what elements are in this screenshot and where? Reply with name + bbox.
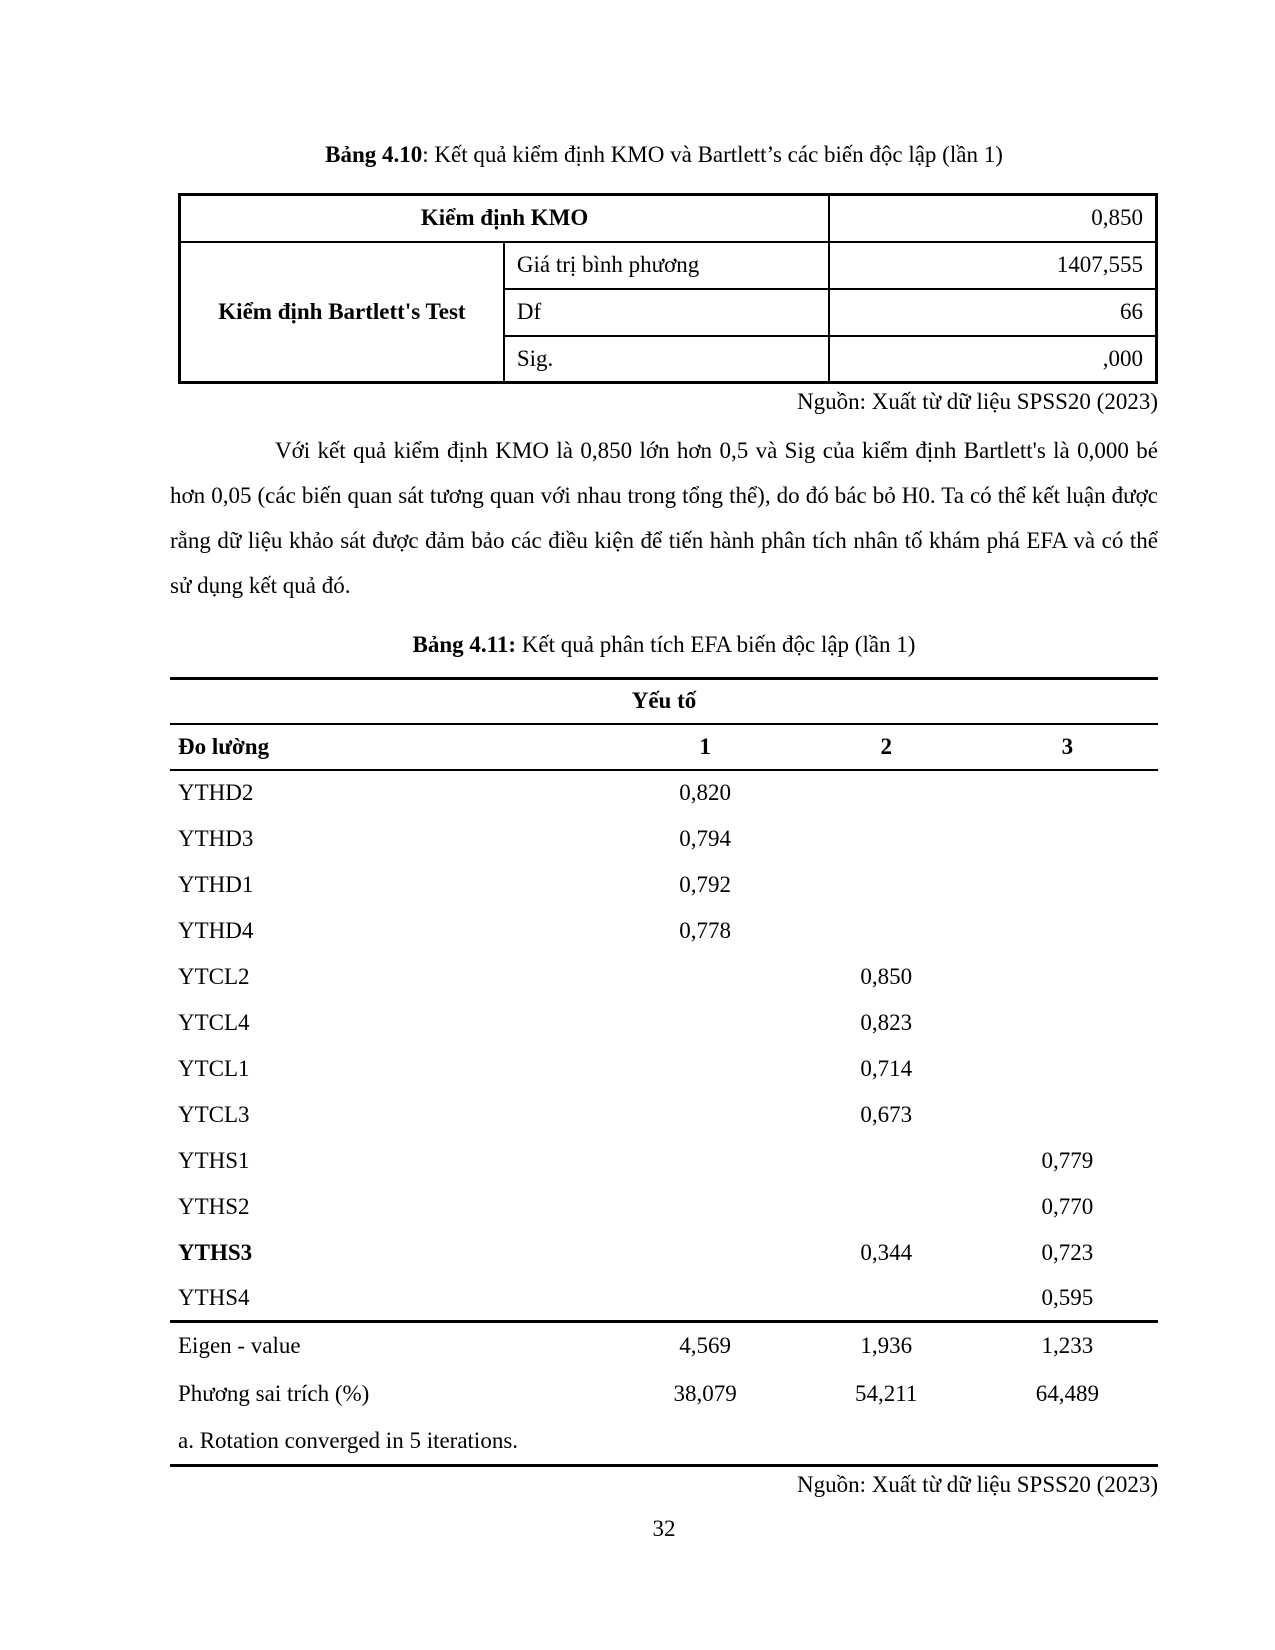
efa-loading-row [170, 908, 1158, 954]
efa-summary-row [170, 1322, 1158, 1370]
efa-factor3-value: 0,595 [1041, 1284, 1094, 1310]
page-number: 32 [652, 1516, 676, 1541]
efa-factor2-value: 0,850 [860, 963, 913, 989]
table-4-11-caption-text: Kết quả phân tích EFA biến độc lập (lần 1) [516, 632, 916, 657]
efa-row-label: YTHS1 [178, 1147, 250, 1173]
efa-loading-row [170, 1276, 1158, 1322]
kmo-row [180, 195, 1157, 242]
efa-factor3-value [977, 816, 1158, 862]
efa-factor3-value [977, 770, 1158, 816]
bartlett-chi-square-label: Giá trị bình phương [504, 242, 829, 289]
efa-factor1-value [615, 1046, 796, 1092]
efa-factor1-value: 0,820 [679, 780, 732, 805]
efa-factor1-value [615, 1138, 796, 1184]
efa-factor3-value [977, 1046, 1158, 1092]
efa-factor2-value: 1,936 [796, 1322, 977, 1370]
efa-row-label: YTCL3 [178, 1101, 250, 1127]
source-note-table-4-10: Nguồn: Xuất từ dữ liệu SPSS20 (2023) [796, 389, 1158, 414]
efa-factor3-value [977, 1000, 1158, 1046]
efa-factor2-value [796, 770, 977, 816]
body-paragraph: Với kết quả kiểm định KMO là 0,850 lớn hơn 0,5 và Sig của kiểm định Bartlett's là 0,000 bé hơn 0,05 (các biến quan sát tương quan với nhau trong tổng thể), do đó bác bỏ H0. Ta có thể kết luận được rằng dữ liệu khảo sát được đảm bảo các điều kiện để tiến hành phân tích nhân tố khám phá EFA và có thể sử dụng kết quả đó. [170, 438, 1158, 598]
efa-factor2-value: 0,673 [860, 1101, 913, 1127]
efa-summary-row [170, 1370, 1158, 1418]
bartlett-chi-square-row [180, 242, 1157, 289]
efa-factor3-value: 0,723 [1041, 1239, 1094, 1265]
efa-row-label: Phương sai trích (%) [178, 1380, 370, 1406]
efa-loading-row [170, 1046, 1158, 1092]
bartlett-df-label: Df [504, 289, 829, 336]
efa-col-header-factor-2: 2 [796, 724, 977, 770]
efa-group-header-row [170, 679, 1158, 724]
efa-row-label: YTCL2 [178, 963, 250, 989]
efa-col-header-factor-3: 3 [977, 724, 1158, 770]
efa-factor3-value [977, 862, 1158, 908]
efa-factor2-value [796, 1138, 977, 1184]
efa-row-label: Eigen - value [170, 1322, 615, 1370]
efa-loading-row [170, 862, 1158, 908]
efa-row-label: YTHD2 [178, 780, 254, 805]
efa-loading-row [170, 1000, 1158, 1046]
efa-row-label: YTHD4 [178, 917, 254, 943]
efa-row-label: YTHD1 [178, 871, 254, 897]
efa-footnote: a. Rotation converged in 5 iterations. [178, 1427, 519, 1453]
efa-factor2-value [796, 862, 977, 908]
efa-factor3-value [977, 954, 1158, 1000]
efa-factor1-value [615, 1230, 796, 1276]
efa-col-header-measure: Đo lường [170, 724, 615, 770]
efa-factor1-value: 0,794 [679, 825, 732, 851]
efa-row-label: YTHD3 [178, 825, 254, 851]
efa-row-label: YTHS3 [178, 1239, 253, 1265]
efa-col-header-factor-1: 1 [615, 724, 796, 770]
efa-loading-row [170, 1184, 1158, 1230]
efa-factor2-value: 54,211 [855, 1380, 918, 1406]
efa-loading-row [170, 1092, 1158, 1138]
efa-factor1-value [615, 1276, 796, 1322]
source-note-table-4-11: Nguồn: Xuất từ dữ liệu SPSS20 (2023) [796, 1472, 1158, 1497]
efa-loading-row [170, 770, 1158, 816]
efa-factor2-value: 0,344 [860, 1239, 913, 1265]
table-4-10-caption-text: : Kết quả kiểm định KMO và Bartlett’s các biến độc lập (lần 1) [422, 142, 1003, 167]
bartlett-chi-square-value: 1407,555 [829, 242, 1156, 289]
kmo-test-label: Kiểm định KMO [180, 195, 830, 242]
kmo-bartlett-table [178, 193, 1158, 384]
bartlett-df-value: 66 [829, 289, 1156, 336]
efa-factor1-value [615, 1000, 796, 1046]
efa-factor2-value: 0,823 [860, 1009, 913, 1035]
efa-factor1-value: 0,778 [679, 917, 732, 943]
efa-loading-row [170, 1138, 1158, 1184]
efa-table [170, 677, 1158, 1467]
efa-factor1-value: 38,079 [673, 1380, 737, 1406]
efa-factor2-value [796, 1276, 977, 1322]
kmo-test-value: 0,850 [829, 195, 1156, 242]
efa-factor3-value [977, 908, 1158, 954]
efa-group-header: Yếu tố [170, 679, 1158, 724]
efa-factor2-value [796, 816, 977, 862]
efa-column-header-row [170, 724, 1158, 770]
table-4-11-caption [170, 630, 1158, 659]
table-4-11-caption-number: Bảng 4.11: [412, 632, 517, 657]
efa-row-label: YTHS4 [178, 1284, 250, 1310]
efa-loading-row [170, 1230, 1158, 1276]
efa-factor1-value [615, 1184, 796, 1230]
bartlett-test-label: Kiểm định Bartlett's Test [180, 242, 504, 383]
efa-factor3-value [977, 1092, 1158, 1138]
efa-factor1-value: 4,569 [615, 1322, 796, 1370]
efa-loading-row [170, 954, 1158, 1000]
efa-factor1-value: 0,792 [679, 871, 732, 897]
table-4-10-caption [170, 140, 1158, 169]
table-4-10-caption-number: Bảng 4.10 [325, 142, 423, 167]
efa-footnote-row [170, 1418, 1158, 1466]
efa-loading-row [170, 816, 1158, 862]
efa-row-label: YTHS2 [178, 1193, 250, 1219]
efa-factor3-value: 64,489 [1035, 1380, 1100, 1406]
efa-factor3-value: 0,779 [1041, 1147, 1094, 1173]
efa-factor2-value [796, 1184, 977, 1230]
efa-factor2-value [796, 908, 977, 954]
efa-factor3-value: 0,770 [1041, 1193, 1094, 1219]
bartlett-sig-label: Sig. [504, 336, 829, 383]
bartlett-sig-value: ,000 [829, 336, 1156, 383]
efa-factor2-value: 0,714 [860, 1055, 913, 1081]
efa-factor3-value: 1,233 [977, 1322, 1158, 1370]
efa-factor1-value [615, 1092, 796, 1138]
efa-row-label: YTCL1 [178, 1055, 250, 1081]
efa-row-label: YTCL4 [178, 1009, 250, 1035]
efa-factor1-value [615, 954, 796, 1000]
